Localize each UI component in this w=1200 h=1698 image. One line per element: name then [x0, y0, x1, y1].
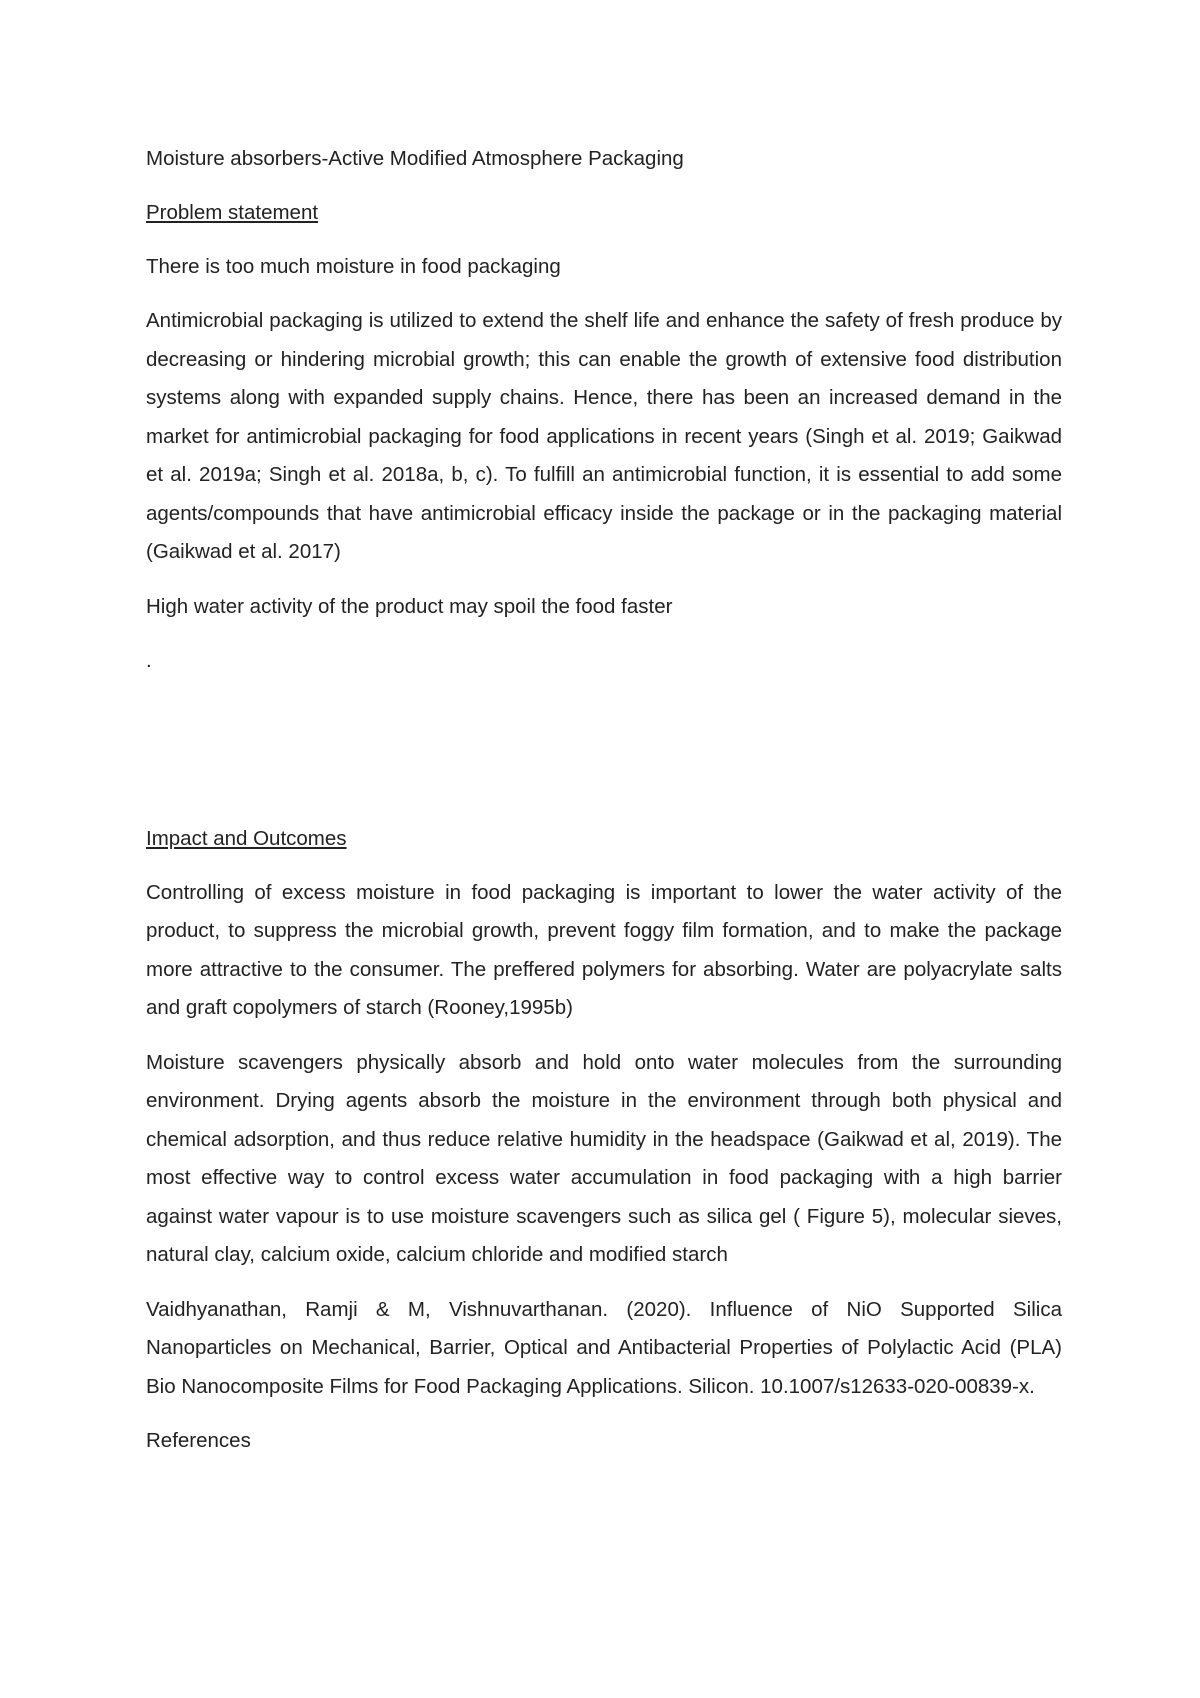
references-label: References [146, 1429, 251, 1452]
problem-statement-heading: Problem statement [146, 201, 319, 224]
document-page [146, 140, 1062, 1460]
problem-paragraph: Antimicrobial packaging is utilized to extend the shelf life and enhance the safety of fresh produce by decreasing or hindering microbial growth; this can enable the growth of extensive food distribution systems along with expanded supply chains. Hence, there has been an increased demand in the market for antimicrobial packaging for food applications in recent years (Singh et al. 2019; Gaikwad et al. 2019a; Singh et al. 2018a, b, c). To fulfill an antimicrobial function, it is essential to add some agents/compounds that have antimicrobial efficacy inside the package or in the packaging material (Gaikwad et al. 2017) [146, 309, 1062, 563]
stray-dot: . [146, 648, 152, 672]
document-title: Moisture absorbers-Active Modified Atmosphere Packaging [146, 147, 684, 170]
water-activity-line: High water activity of the product may spoil the food faster [146, 594, 673, 618]
problem-statement-line: There is too much moisture in food packaging [146, 255, 561, 278]
impact-paragraph-1: Controlling of excess moisture in food packaging is important to lower the water activity of the product, to suppress the microbial growth, prevent foggy film formation, and to make the package more attractive to the consumer. The preffered polymers for absorbing. Water are polyacrylate salts and graft copolymers of starch (Rooney,1995b) [146, 880, 1062, 1019]
impact-paragraph-2: Moisture scavengers physically absorb and hold onto water molecules from the surrounding environment. Drying agents absorb the moisture in the environment through both physical and chemical adsorption, and thus reduce relative humidity in the headspace (Gaikwad et al, 2019). The most effective way to control excess water accumulation in food packaging with a high barrier against water vapour is to use moisture scavengers such as silica gel ( Figure 5), molecular sieves, natural clay, calcium oxide, calcium chloride and modified starch [146, 1050, 1062, 1266]
impact-heading: Impact and Outcomes [146, 826, 347, 850]
citation-paragraph: Vaidhyanathan, Ramji & M, Vishnuvarthanan. (2020). Influence of NiO Supported Silica Nanoparticles on Mechanical, Barrier, Optical and Antibacterial Properties of Polylactic Acid (PLA) Bio Nanocomposite Films for Food Packaging Applications. Silicon. 10.1007/s12633-020-00839-x. [146, 1297, 1062, 1398]
